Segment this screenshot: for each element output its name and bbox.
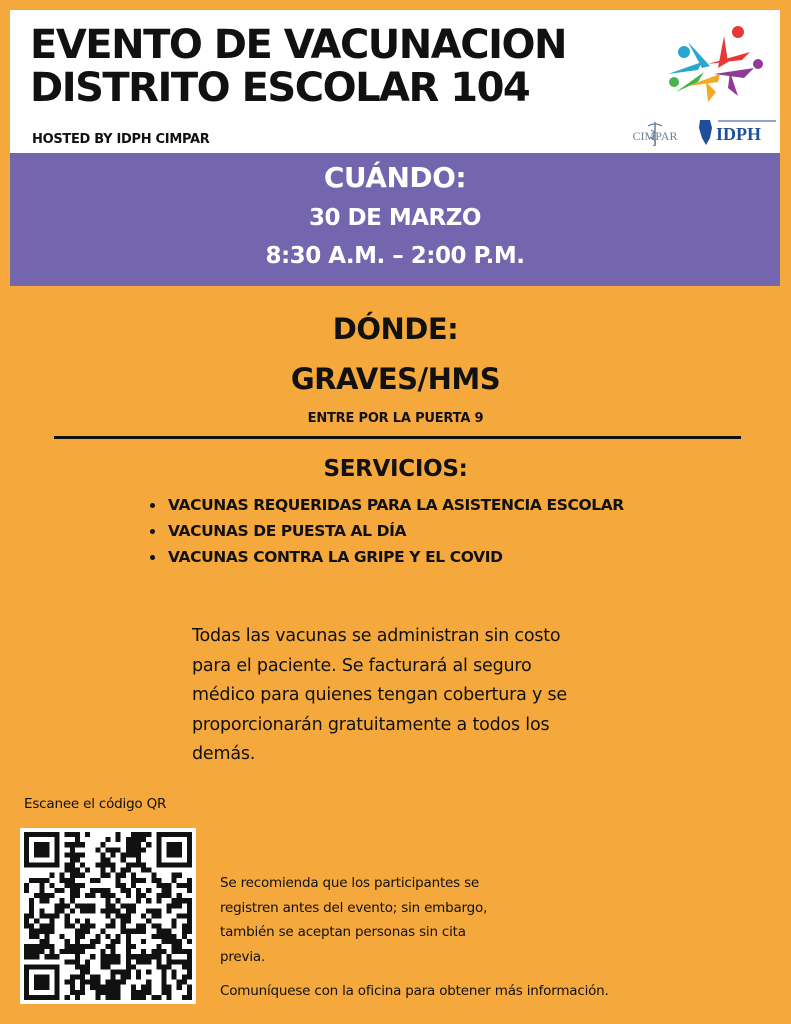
section-divider bbox=[54, 436, 741, 439]
where-heading: DÓNDE: bbox=[332, 312, 459, 346]
registration-line: previa. bbox=[220, 948, 266, 965]
cimpar-logo bbox=[622, 120, 688, 148]
event-location: GRAVES/HMS bbox=[290, 362, 501, 396]
idph-logo bbox=[696, 118, 780, 146]
qr-label: Escanee el código QR bbox=[24, 796, 167, 812]
service-item: • VACUNAS DE PUESTA AL DÍA bbox=[166, 518, 624, 544]
cost-line: proporcionarán gratuitamente a todos los bbox=[192, 714, 550, 735]
event-date: 30 DE MARZO bbox=[309, 205, 481, 231]
cost-line: para el paciente. Se facturará al seguro bbox=[192, 655, 532, 676]
cost-line: demás. bbox=[192, 744, 256, 764]
registration-line: registren antes del evento; sin embargo, bbox=[220, 899, 488, 916]
services-list bbox=[150, 492, 624, 570]
registration-note bbox=[220, 871, 540, 969]
illinois-map-icon bbox=[696, 118, 780, 146]
idph-logo-text: IDPH bbox=[716, 124, 761, 144]
when-heading: CUÁNDO: bbox=[323, 161, 467, 194]
service-item: • VACUNAS CONTRA LA GRIPE Y EL COVID bbox=[166, 544, 624, 570]
cost-line: Todas las vacunas se administran sin costo bbox=[192, 626, 561, 646]
event-time: 8:30 A.M. – 2:00 P.M. bbox=[265, 243, 525, 269]
service-item: • VACUNAS REQUERIDAS PARA LA ASISTENCIA ESCOLAR bbox=[166, 492, 624, 518]
hosted-by-text: HOSTED BY IDPH CIMPAR bbox=[32, 132, 210, 147]
qr-code-icon bbox=[24, 832, 192, 1000]
header-panel bbox=[10, 10, 780, 153]
entrance-note: ENTRE POR LA PUERTA 9 bbox=[307, 411, 484, 426]
cost-paragraph bbox=[192, 622, 652, 770]
caduceus-icon bbox=[622, 120, 688, 148]
event-title bbox=[30, 24, 566, 110]
title-line-2: DISTRITO ESCOLAR 104 bbox=[30, 65, 530, 111]
cimpar-logo-text: CIMPAR bbox=[632, 129, 678, 143]
qr-code[interactable] bbox=[20, 828, 196, 1004]
when-section bbox=[10, 153, 780, 286]
contact-note: Comuníquese con la oficina para obtener más información. bbox=[220, 983, 609, 999]
title-line-1: EVENTO DE VACUNACION bbox=[30, 22, 566, 68]
registration-line: también se aceptan personas sin cita bbox=[220, 924, 466, 940]
community-logo-icon bbox=[658, 22, 768, 102]
services-heading: SERVICIOS: bbox=[323, 456, 468, 482]
cost-line: médico para quienes tengan cobertura y se bbox=[192, 685, 567, 705]
registration-line: Se recomienda que los participantes se bbox=[220, 875, 480, 891]
